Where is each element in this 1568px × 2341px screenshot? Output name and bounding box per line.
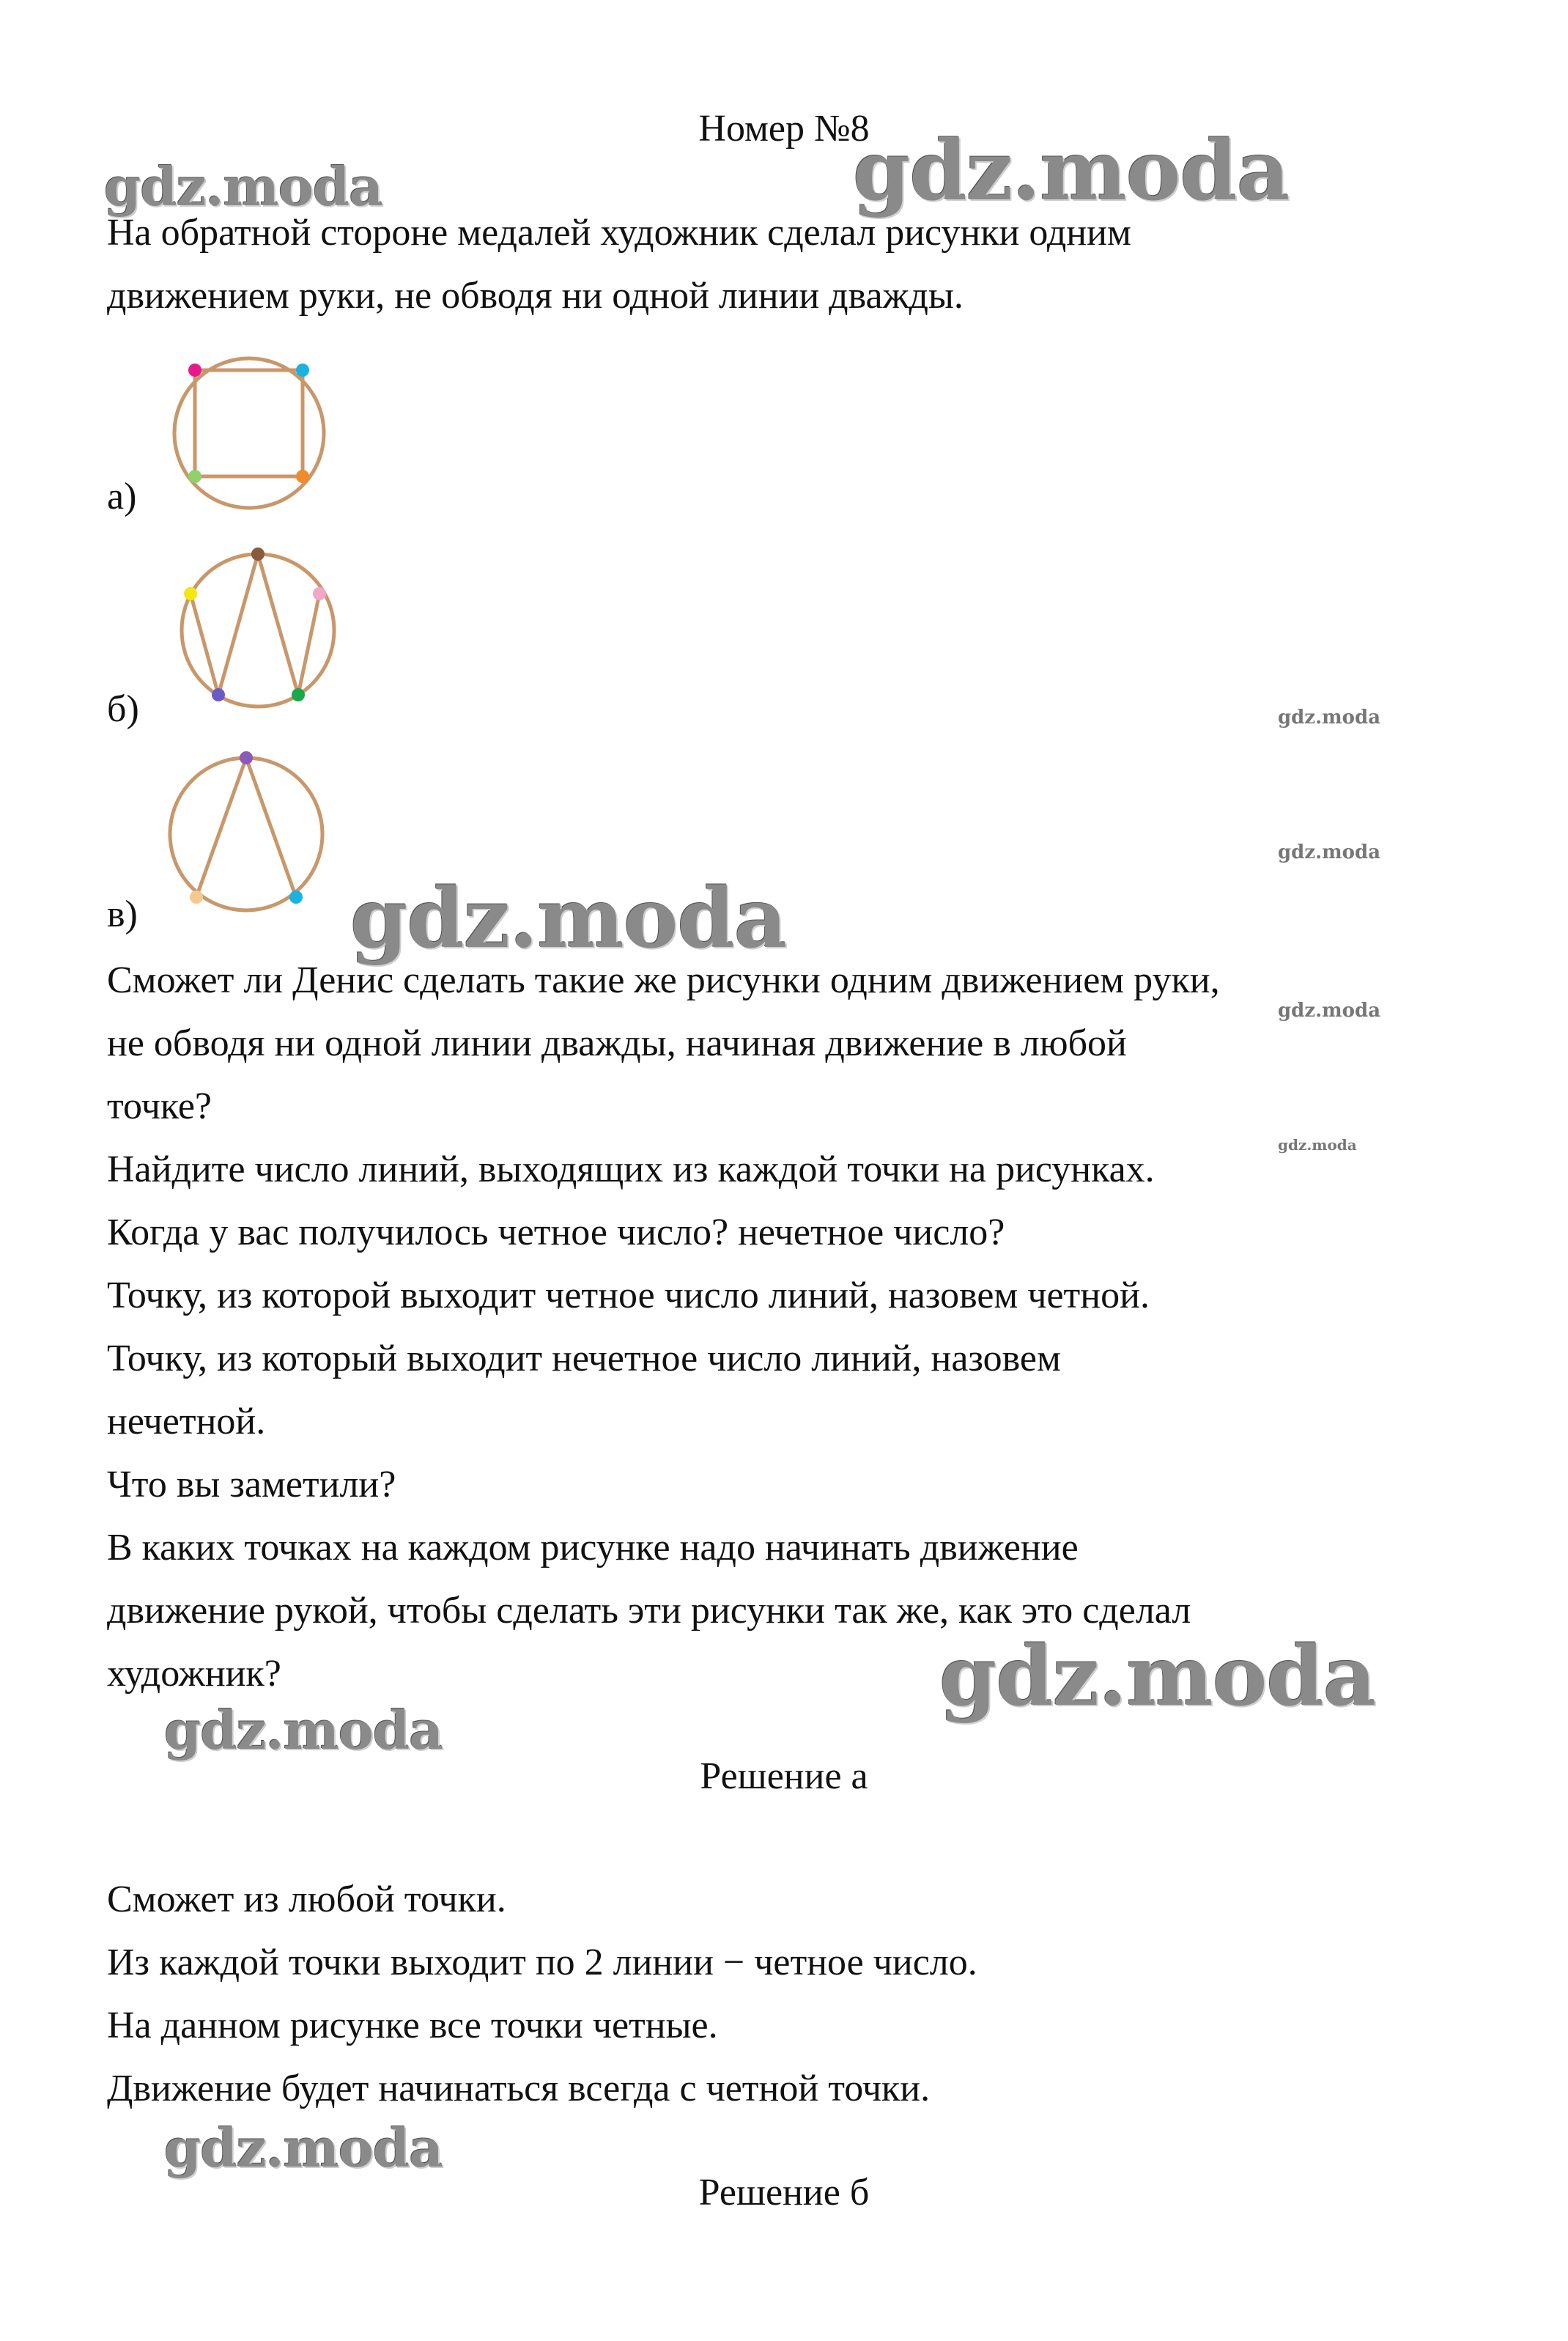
- figure-a-square-in-circle: [167, 356, 331, 510]
- question-line: Что вы заметили?: [107, 1464, 396, 1505]
- dot-b4: [212, 688, 225, 701]
- dot-b5: [292, 688, 305, 701]
- dot-b1: [251, 548, 265, 561]
- watermark: gdz.moda: [164, 2117, 443, 2179]
- watermark: gdz.moda: [939, 1629, 1376, 1725]
- question-line: не обводя ни одной линии дважды, начиная движение в любой: [107, 1022, 1127, 1064]
- figure-b-zigzag-in-circle: [176, 551, 337, 705]
- figure-c-label: в): [107, 893, 138, 935]
- page-title: Номер №8: [698, 108, 870, 150]
- dot-b3: [313, 587, 326, 600]
- dot-c1: [240, 751, 253, 764]
- figure-a-label: а): [107, 476, 137, 517]
- dot-c2: [190, 891, 203, 904]
- question-line: точке?: [107, 1085, 212, 1127]
- solution-a-line: Сможет из любой точки.: [107, 1879, 506, 1920]
- watermark: gdz.moda: [350, 871, 787, 967]
- figure-b-label: б): [107, 688, 139, 730]
- dot-a3: [296, 470, 309, 483]
- question-line: Точку, из который выходит нечетное число линий, назовем: [107, 1338, 1061, 1379]
- watermark: gdz.moda: [1278, 707, 1381, 729]
- question-line: Найдите число линий, выходящих из каждой точки на рисунках.: [107, 1149, 1155, 1190]
- question-line: Когда у вас получилось четное число? нечетное число?: [107, 1212, 1005, 1253]
- watermark: gdz.moda: [1278, 1000, 1381, 1022]
- watermark: gdz.moda: [853, 123, 1290, 219]
- intro-line: движением руки, не обводя ни одной линии дважды.: [107, 275, 964, 317]
- question-line: Сможет ли Денис сделать такие же рисунки одним движением руки,: [107, 959, 1220, 1001]
- solution-a-heading: Решение а: [700, 1755, 868, 1797]
- question-line: В каких точках на каждом рисунке надо начинать движение: [107, 1527, 1079, 1568]
- figure-c-v-in-circle: [167, 758, 328, 907]
- dot-a1: [188, 364, 201, 377]
- question-line: художник?: [107, 1653, 281, 1695]
- question-line: движение рукой, чтобы сделать эти рисунки так же, как это сделал: [107, 1590, 1191, 1632]
- watermark: gdz.moda: [1278, 1136, 1357, 1154]
- solution-a-line: Движение будет начинаться всегда с четной точки.: [107, 2068, 931, 2109]
- intro-line: На обратной стороне медалей художник сделал рисунки одним: [107, 212, 1131, 254]
- watermark: gdz.moda: [164, 1699, 443, 1761]
- solution-a-line: Из каждой точки выходит по 2 линии − четное число.: [107, 1942, 977, 1983]
- solution-a-line: На данном рисунке все точки четные.: [107, 2005, 718, 2046]
- solution-b-heading: Решение б: [698, 2172, 870, 2213]
- watermark: gdz.moda: [1278, 841, 1381, 863]
- question-line: Точку, из которой выходит четное число линий, назовем четной.: [107, 1275, 1150, 1316]
- question-line: нечетной.: [107, 1401, 266, 1442]
- dot-b2: [184, 587, 197, 600]
- watermark: gdz.moda: [104, 155, 382, 218]
- dot-a4: [188, 470, 201, 483]
- dot-c3: [289, 891, 303, 904]
- dot-a2: [296, 364, 309, 377]
